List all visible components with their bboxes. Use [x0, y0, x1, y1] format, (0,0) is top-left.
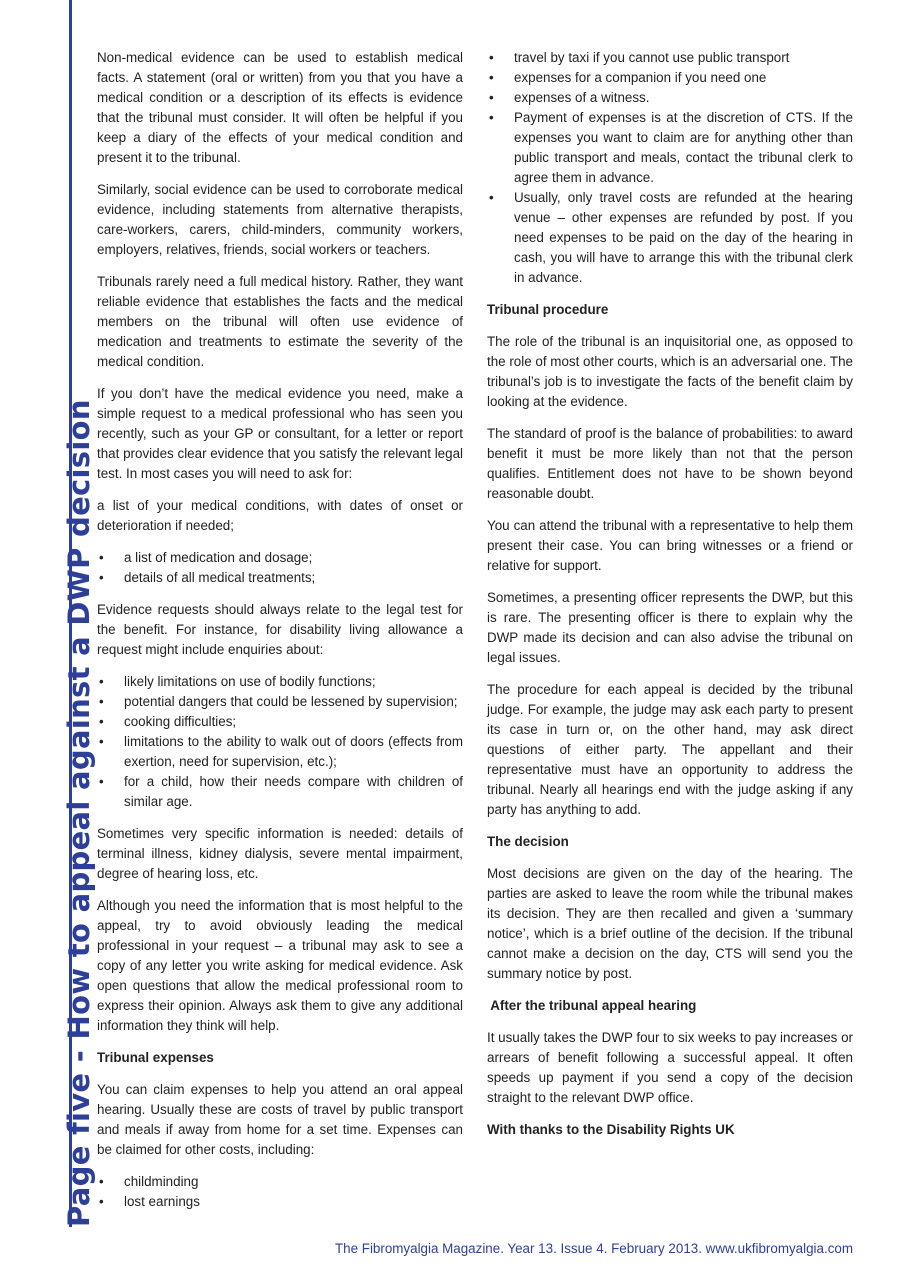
right-column	[487, 48, 853, 1152]
paragraph: You can claim expenses to help you attend an oral appeal hearing. Usually these are costs of travel by public transport and meals if away from home for a set time. Expenses can be claimed for other costs, including:	[97, 1082, 463, 1157]
list-item	[487, 68, 853, 88]
left-column	[97, 48, 463, 1224]
paragraph: a list of your medical conditions, with dates of onset or deterioration if needed;	[97, 498, 463, 533]
bullet-icon: •	[489, 190, 494, 205]
list-item	[97, 548, 463, 568]
bullet-icon: •	[99, 734, 104, 749]
list-item-text: travel by taxi if you cannot use public transport	[514, 50, 790, 65]
paragraph: Although you need the information that is most helpful to the appeal, try to avoid obviously leading the medical professional in your request – a tribunal may ask to see a copy of any letter you write asking for medical evidence. Ask open questions that allow the medical professional room to express their opinion. Always ask them to give any additional information they think will help.	[97, 898, 463, 1033]
list-item-text: cooking difficulties;	[124, 714, 237, 729]
paragraph: Similarly, social evidence can be used to corroborate medical evidence, including statements from alternative therapists, care-workers, carers, child-minders, community workers, employers, relatives, friends, social workers or teachers.	[97, 182, 463, 257]
bullet-icon: •	[99, 694, 104, 709]
list-item	[97, 568, 463, 588]
list-item	[487, 88, 853, 108]
paragraph: Non-medical evidence can be used to establish medical facts. A statement (oral or written) from you that you have a medical condition or a description of its effects is evidence that the tribunal must consider. It will often be helpful if you keep a diary of the effects of your medical condition and present it to the tribunal.	[97, 50, 463, 165]
list-item-text: details of all medical treatments;	[124, 570, 316, 585]
list-item	[97, 672, 463, 692]
bullet-icon: •	[99, 674, 104, 689]
paragraph: Sometimes very specific information is needed: details of terminal illness, kidney dialysis, severe mental impairment, degree of hearing loss, etc.	[97, 826, 463, 881]
list-item-text: childminding	[124, 1174, 199, 1189]
paragraph: You can attend the tribunal with a representative to help them present their case. You can bring witnesses or a friend or relative for support.	[487, 518, 853, 573]
section-heading: After the tribunal appeal hearing	[487, 998, 697, 1013]
list-item	[97, 1172, 463, 1192]
list-item	[97, 1192, 463, 1212]
bullet-icon: •	[99, 774, 104, 789]
paragraph: The role of the tribunal is an inquisitorial one, as opposed to the role of most other courts, which is an adversarial one. The tribunal’s job is to investigate the facts of the benefit claim by looking at the evidence.	[487, 334, 853, 409]
section-heading: Tribunal expenses	[97, 1050, 214, 1065]
list-item	[97, 712, 463, 732]
footer: The Fibromyalgia Magazine. Year 13. Issue 4. February 2013. www.ukfibromyalgia.com	[334, 1241, 853, 1256]
list-item	[487, 188, 853, 288]
bullet-icon: •	[99, 1174, 104, 1189]
section-heading: With thanks to the Disability Rights UK	[487, 1122, 735, 1137]
bullet-list	[487, 48, 853, 288]
list-item	[487, 108, 853, 188]
paragraph: It usually takes the DWP four to six weeks to pay increases or arrears of benefit following a successful appeal. It often speeds up payment if you send a copy of the decision straight to the relevant DWP office.	[487, 1030, 853, 1105]
bullet-icon: •	[99, 570, 104, 585]
list-item	[97, 692, 463, 712]
list-item	[97, 772, 463, 812]
paragraph: The procedure for each appeal is decided by the tribunal judge. For example, the judge may ask each party to present its case in turn or, on the other hand, may ask direct questions of either party. The appellant and their representative must have an opportunity to address the tribunal. Nearly all hearings end with the judge asking if any party has anything to add.	[487, 682, 853, 817]
list-item-text: for a child, how their needs compare with children of similar age.	[124, 774, 463, 809]
bullet-list	[97, 672, 463, 812]
paragraph: Most decisions are given on the day of the hearing. The parties are asked to leave the room while the tribunal makes its decision. They are then recalled and given a ‘summary notice’, which is a brief outline of the decision. If the tribunal cannot make a decision on the day, CTS will send you the summary notice by post.	[487, 866, 853, 981]
paragraph: If you don’t have the medical evidence you need, make a simple request to a medical professional who has seen you recently, such as your GP or consultant, for a letter or report that provides clear evidence that you satisfy the relevant legal test. In most cases you will need to ask for:	[97, 386, 463, 481]
list-item	[487, 48, 853, 68]
list-item-text: Usually, only travel costs are refunded at the hearing venue – other expenses are refunded by post. If you need expenses to be paid on the day of the hearing in cash, you will have to arrange this with the tribunal clerk in advance.	[514, 190, 853, 285]
list-item-text: expenses for a companion if you need one	[514, 70, 767, 85]
bullet-icon: •	[489, 70, 494, 85]
list-item-text: expenses of a witness.	[514, 90, 650, 105]
list-item-text: Payment of expenses is at the discretion of CTS. If the expenses you want to claim are for anything other than public transport and meals, contact the tribunal clerk to agree them in advance.	[514, 110, 853, 185]
section-heading: The decision	[487, 834, 569, 849]
side-title: Page five - How to appeal against a DWP decision	[62, 399, 96, 1227]
paragraph: Sometimes, a presenting officer represents the DWP, but this is rare. The presenting officer is there to explain why the DWP made its decision and can also advise the tribunal on legal issues.	[487, 590, 853, 665]
bullet-icon: •	[489, 90, 494, 105]
bullet-icon: •	[99, 1194, 104, 1209]
bullet-icon: •	[489, 50, 494, 65]
bullet-icon: •	[99, 550, 104, 565]
list-item	[97, 732, 463, 772]
bullet-list	[97, 1172, 463, 1212]
section-heading: Tribunal procedure	[487, 302, 609, 317]
list-item-text: limitations to the ability to walk out of doors (effects from exertion, need for supervision, etc.);	[124, 734, 463, 769]
list-item-text: a list of medication and dosage;	[124, 550, 313, 565]
bullet-icon: •	[489, 110, 494, 125]
list-item-text: likely limitations on use of bodily functions;	[124, 674, 376, 689]
bullet-list	[97, 548, 463, 588]
list-item-text: potential dangers that could be lessened by supervision;	[124, 694, 458, 709]
paragraph: The standard of proof is the balance of probabilities: to award benefit it must be more likely than not that the person qualifies. Entitlement does not have to be shown beyond reasonable doubt.	[487, 426, 853, 501]
bullet-icon: •	[99, 714, 104, 729]
paragraph: Evidence requests should always relate to the legal test for the benefit. For instance, for disability living allowance a request might include enquiries about:	[97, 602, 463, 657]
list-item-text: lost earnings	[124, 1194, 200, 1209]
paragraph: Tribunals rarely need a full medical history. Rather, they want reliable evidence that establishes the facts and the medical members on the tribunal will often use evidence of medication and treatments to estimate the severity of the medical condition.	[97, 274, 463, 369]
